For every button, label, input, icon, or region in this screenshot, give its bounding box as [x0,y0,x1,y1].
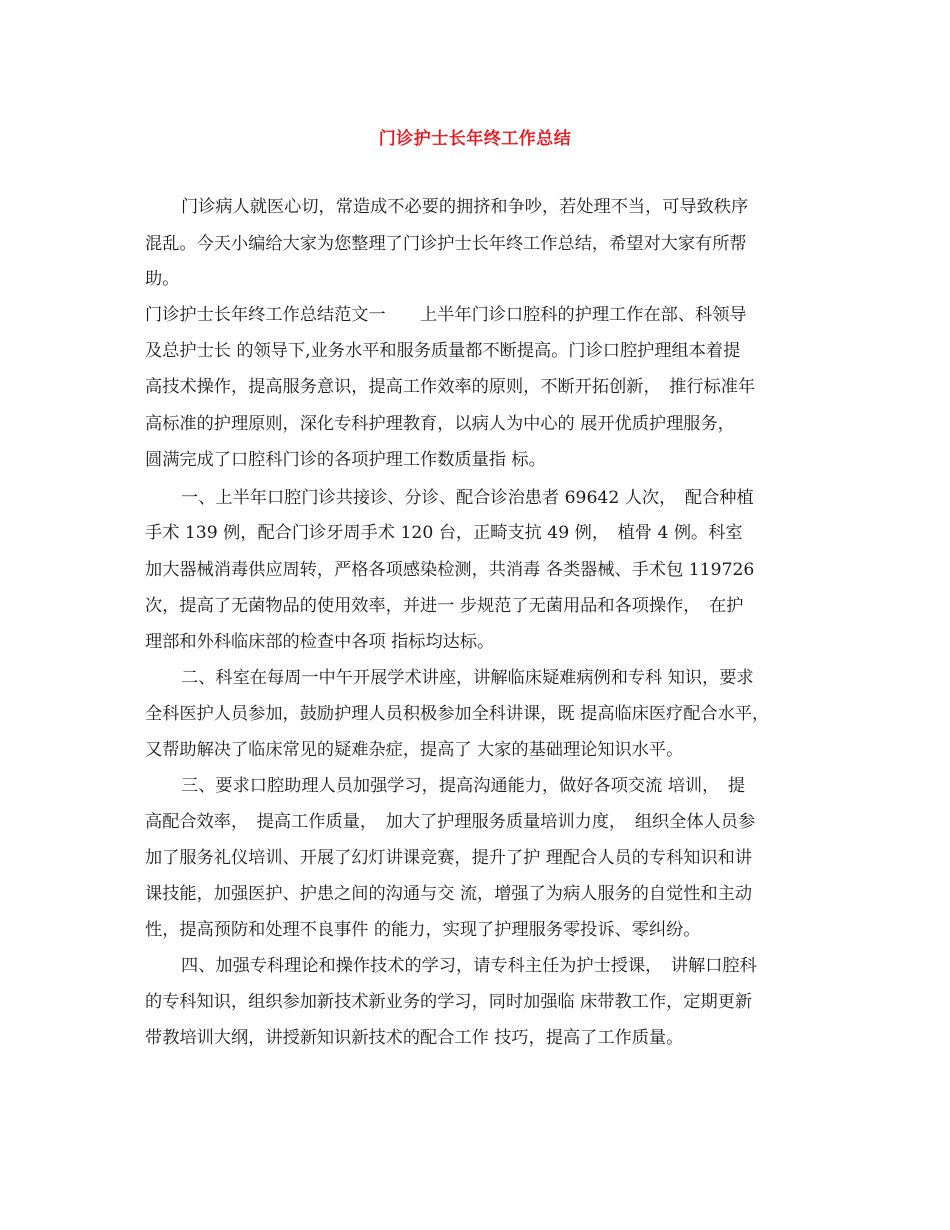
paragraph-line: 及总护士长 的领导下,业务水平和服务质量都不断提高。门诊口腔护理组本着提 [145,341,741,361]
paragraph-line: 助。 [145,269,180,289]
paragraph-line: 高标准的护理原则，深化专科护理教育，以病人为中心的 展开优质护理服务， [145,414,735,434]
paragraph-line: 手术 139 例，配合门诊牙周手术 120 台，正畸支抗 49 例， 植骨 4 例。科室 [145,523,743,543]
paragraph-line: 一、上半年口腔门诊共接诊、分诊、配合诊治患者 69642 人次， 配合种植 [181,488,754,508]
paragraph-line: 四、加强专科理论和操作技术的学习，请专科主任为护士授课， 讲解口腔科 [181,956,757,976]
paragraph-line: 理部和外科临床部的检查中各项 指标均达标。 [145,632,495,652]
paragraph-line: 全科医护人员参加，鼓励护理人员积极参加全科讲课，既 提高临床医疗配合水平， [145,704,770,724]
paragraph-line: 三、要求口腔助理人员加强学习，提高沟通能力，做好各项交流 培训， 提 [181,776,746,796]
paragraph-line: 门诊护士长年终工作总结范文一 上半年门诊口腔科的护理工作在部、科领导 [145,305,747,325]
paragraph-line: 加大器械消毒供应周转，严格各项感染检测，共消毒 各类器械、手术包 119726 [145,560,755,580]
paragraph-line: 二、科室在每周一中午开展学术讲座，讲解临床疑难病例和专科 知识，要求 [181,668,754,688]
paragraph-line: 加了服务礼仪培训、开展了幻灯讲课竞赛，提升了护 理配合人员的专科知识和讲 [145,848,753,868]
paragraph-line: 带教培训大纲，讲授新知识新技术的配合工作 技巧，提高了工作质量。 [145,1028,684,1048]
paragraph-line: 圆满完成了口腔科门诊的各项护理工作数质量指 标。 [145,450,546,470]
paragraph-line: 课技能，加强医护、护患之间的沟通与交 流，增强了为病人服务的自觉性和主动 [145,884,753,904]
paragraph-line: 性，提高预防和处理不良事件 的能力，实现了护理服务零投诉、零纠纷。 [145,920,701,940]
paragraph-line: 高技术操作，提高服务意识，提高工作效率的原则，不断开拓创新， 推行标准年 [145,377,756,397]
document-title: 门诊护士长年终工作总结 [378,129,572,149]
paragraph-line: 高配合效率， 提高工作质量， 加大了护理服务质量培训力度， 组织全体人员参 [145,812,756,832]
paragraph-line: 门诊病人就医心切，常造成不必要的拥挤和争吵，若处理不当，可导致秩序 [181,197,749,217]
paragraph-line: 又帮助解决了临床常见的疑难杂症，提高了 大家的基础理论知识水平。 [145,740,684,760]
paragraph-line: 次，提高了无菌物品的使用效率，并进一 步规范了无菌用品和各项操作， 在护 [145,596,744,616]
paragraph-line: 的专科知识，组织参加新技术新业务的学习，同时加强临 床带教工作，定期更新 [145,992,753,1012]
paragraph-line: 混乱。今天小编给大家为您整理了门诊护士长年终工作总结，希望对大家有所帮 [145,234,747,254]
